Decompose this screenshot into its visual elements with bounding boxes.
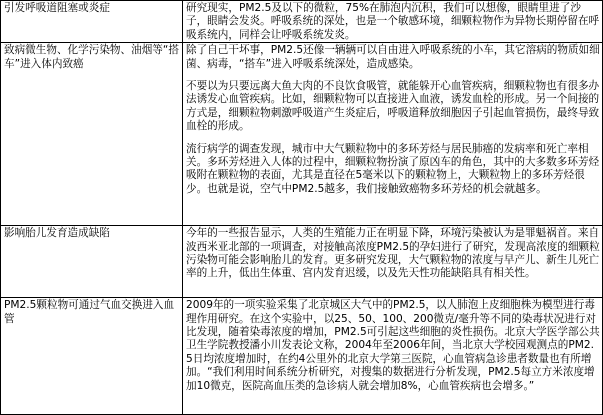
detail-paragraph: 除了自己干坏事，PM2.5还像一辆辆可以自由进入呼吸系统的小车，其它溶病的物质如细菌、病毒，“搭车”进入呼吸系统深处，造成感染。 <box>186 44 600 70</box>
topic-text: 致病微生物、化学污染物、油烟等“搭车”进入体内致癌 <box>4 44 179 70</box>
topic-cell <box>1 226 183 298</box>
topic-cell <box>1 43 183 226</box>
topic-cell <box>1 298 183 415</box>
detail-paragraph: 不要以为只要远离大鱼大肉的不良饮食吸管，就能躲开心血管疾病，细颗粒物也有很多办法诱发心血管疾病。比如，细颗粒物可以直接进入血液，诱发血栓的形成。另一个间接的方式是，细颗粒物刺激呼吸道产生炎症后，呼吸道释放细胞因子引起血管损伤，最终导致血栓的形成。 <box>186 80 600 133</box>
topic-text: 引发呼吸道阻塞或炎症 <box>4 2 110 14</box>
detail-cell <box>183 226 603 298</box>
detail-cell <box>183 298 603 415</box>
table-row <box>1 298 603 415</box>
table-row <box>1 1 603 43</box>
detail-paragraph: 今年的一些报告显示，人类的生殖能力正在明显下降，环境污染被认为是罪魁祸首。来自波西米亚北部的一项调查，对接触高浓度PM2.5的孕妇进行了研究，发现高浓度的细颗粒污染物可能会影响胎儿的发育。更多研究发现，大气颗粒物的浓度与早产儿、新生儿死亡率的上升，低出生体重、宫内发育迟缓，以及先天性功能缺陷具有相关性。 <box>186 227 600 280</box>
topic-text: 影响胎儿发育造成缺陷 <box>4 227 110 240</box>
topic-cell <box>1 1 183 43</box>
detail-paragraph: 流行病学的调查发现，城市中大气颗粒物中的多环芳烃与居民肺癌的发病率和死亡率相关。多环芳烃进入人体的过程中，细颗粒物扮演了原凶车的角色，其中的大多数多环芳烃吸附在颗粒物的表面，尤其是直径在5毫米以下的颗粒物上，大颗粒物上的多环芳烃很少。也就是说，空气中PM2.5越多，我们接触致癌物多环芳烃的机会就越多。 <box>186 142 600 195</box>
table-row <box>1 43 603 226</box>
detail-paragraph: 2009年的一项实验采集了北京城区大气中的PM2.5，以人肺泡上皮细胞株为模型进行毒理作用研究。在这个实验中，以25、50、100、200微克/毫升等不同的染毒状况进行对比发现，随着染毒浓度的增加，PM2.5可引起这些细胞的炎性损伤。北京大学医学部公共卫生学院教授潘小川发表论文称，2004年至2006年间，当北京大学校园观测点的PM2.5日均浓度增加时，在约4公里外的北京大学第三医院，心血管病急诊患者数量也有所增加。“我们利用时间系统分析研究，对搜集的数据进行分析发现，PM2.5每立方米浓度增加10微克，医院高血压类的急诊病人就会增加8%，心血管疾病也会增多。” <box>186 299 600 392</box>
topic-text: PM2.5颗粒物可通过气血交换进入血管 <box>4 299 175 325</box>
detail-cell <box>183 1 603 43</box>
detail-paragraph: 研究现实，PM2.5及以下的微粒，75%在肺泡内沉积，我们可以想像，眼睛里进了沙子，眼睛会发炎。呼吸系统的深处，也是一个敏感环境，细颗粒物作为异物长期停留在呼吸系统内，同样会让呼吸系统发炎。 <box>186 2 600 41</box>
table-row <box>1 226 603 298</box>
detail-cell <box>183 43 603 226</box>
